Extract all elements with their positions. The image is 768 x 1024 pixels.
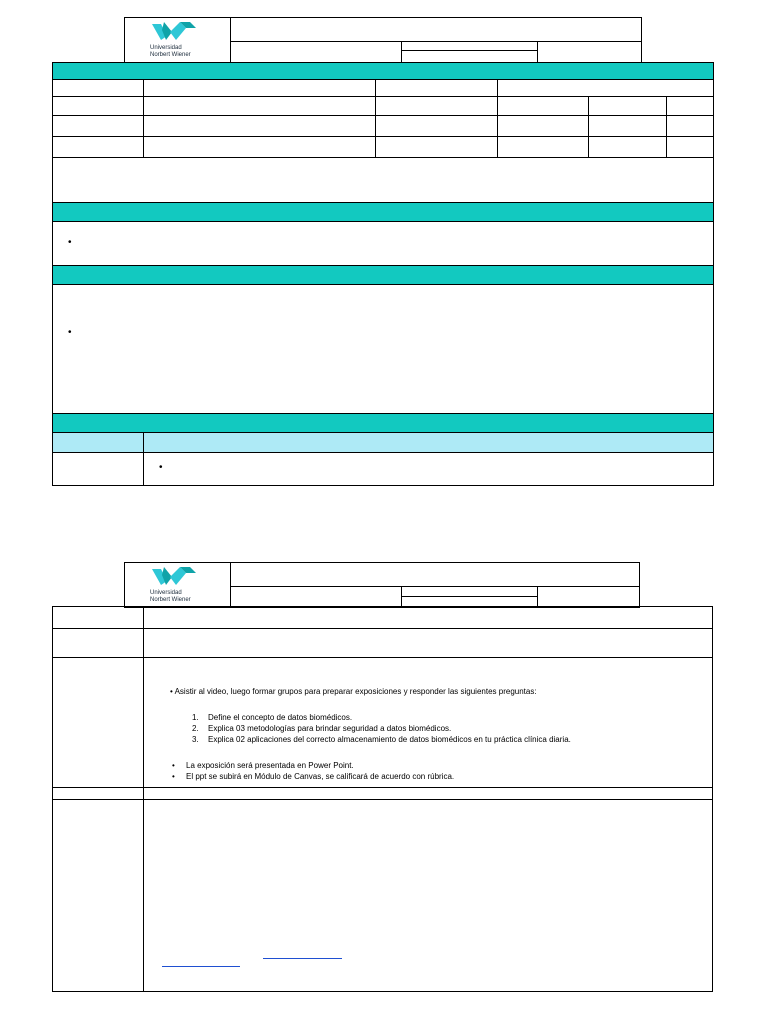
note-text: El ppt se subirá en Módulo de Canvas, se calificará de acuerdo con rúbrica. [186,772,455,781]
subheader-bar [53,433,713,452]
section-header-bar [53,414,713,432]
university-logo [150,20,220,60]
note-text: La exposición será presentada en Power Point. [186,761,354,770]
question-number: 1. [192,713,199,722]
note-bullet-icon: • [172,772,175,781]
note-item [172,771,702,782]
logo-mark-icon [152,20,196,42]
logo-mark-icon [152,565,196,587]
instructions-intro: • Asistir al video, luego formar grupos para preparar exposiciones y responder las siguientes preguntas: [170,687,537,696]
question-item [192,734,702,745]
section-header-bar [53,63,713,79]
note-item [172,760,702,771]
question-text: Explica 03 metodologías para brindar seguridad a datos biomédicos. [208,724,452,733]
university-logo [150,565,220,605]
logo-line2: Norbert Wiener [150,52,191,58]
logo-line1: Universidad [150,590,182,596]
question-text: Define el concepto de datos biomédicos. [208,713,353,722]
note-bullet-icon: • [172,761,175,770]
section-header-bar [53,203,713,221]
section-header-bar [53,266,713,284]
bullet-marker: • [68,237,72,248]
question-item [192,723,702,734]
resource-link-underline[interactable] [162,966,240,967]
logo-line1: Universidad [150,45,182,51]
resource-link-underline[interactable] [263,958,342,959]
logo-line2: Norbert Wiener [150,597,191,603]
bullet-marker: • [159,462,163,473]
question-item [192,712,702,723]
bullet-marker: • [68,327,72,338]
question-number: 3. [192,735,199,744]
question-text: Explica 02 aplicaciones del correcto almacenamiento de datos biomédicos en tu práctica clínica diaria. [208,735,571,744]
question-number: 2. [192,724,199,733]
